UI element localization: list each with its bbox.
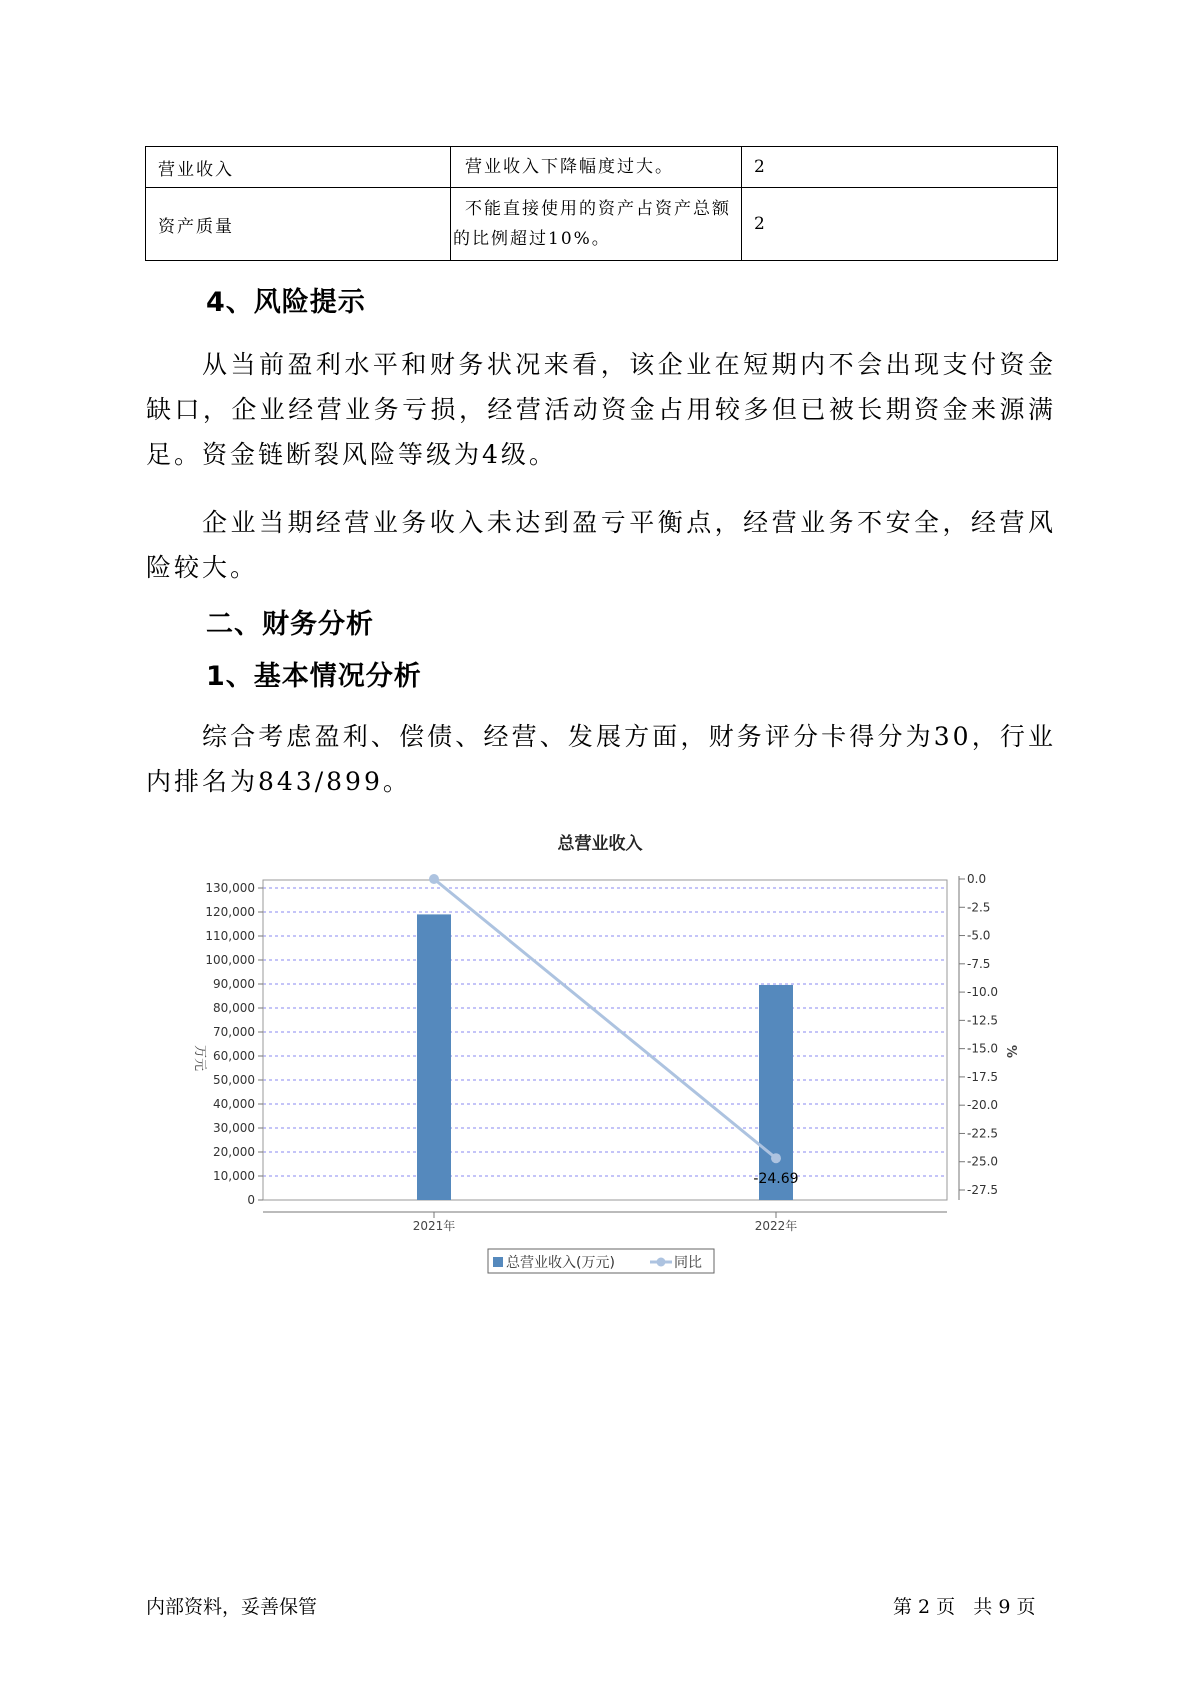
footer-page-number: 第 2 页 共 9 页 — [893, 1596, 1036, 1618]
y-right-tick-label: 0.0 — [967, 872, 987, 886]
y-tick-label: 60,000 — [213, 1049, 255, 1063]
y-right-tick-label: -7.5 — [967, 956, 991, 971]
y-tick-label: 50,000 — [213, 1073, 255, 1087]
y-tick-label: 40,000 — [213, 1097, 255, 1111]
y-tick-label: 90,000 — [213, 977, 255, 991]
revenue-chart — [160, 830, 1040, 1290]
revenue-bar — [417, 914, 451, 1200]
y-right-tick-label: -2.5 — [967, 900, 991, 915]
yoy-line — [434, 879, 776, 1158]
description-text: 营业收入下降幅度过大。 — [465, 157, 674, 177]
right-axis-label: % — [1003, 1045, 1018, 1059]
y-right-tick-label: -10.0 — [967, 985, 999, 1000]
y-tick-label: 70,000 — [213, 1025, 255, 1039]
table-row — [146, 147, 1058, 188]
y-tick-label: 0 — [247, 1193, 255, 1207]
y-tick-label: 100,000 — [205, 953, 255, 967]
yoy-point — [771, 1153, 781, 1163]
y-right-tick-label: -5.0 — [967, 928, 991, 943]
table-cell-item: 营业收入 — [146, 147, 451, 188]
table-cell-description — [451, 188, 742, 261]
y-tick-label: 130,000 — [205, 881, 255, 895]
x-tick-label: 2021年 — [412, 1219, 456, 1233]
y-right-tick-label: -20.0 — [967, 1098, 999, 1113]
bar-series — [417, 914, 793, 1200]
chart-legend — [488, 1249, 714, 1273]
y-tick-label: 10,000 — [213, 1169, 255, 1183]
left-axis-ticks — [205, 881, 263, 1207]
table-cell-description — [451, 147, 742, 188]
description-line-1: 不能直接使用的资产占资产总额 — [465, 199, 731, 219]
section-heading-finance: 二、财务分析 — [206, 609, 374, 640]
chart-title: 总营业收入 — [557, 834, 643, 854]
y-tick-label: 80,000 — [213, 1001, 255, 1015]
x-axis-ticks — [413, 1212, 798, 1233]
footer-confidential: 内部资料，妥善保管 — [146, 1596, 318, 1618]
revenue-bar — [759, 985, 793, 1200]
y-tick-label: 120,000 — [205, 905, 255, 919]
legend-label-revenue: 总营业收入(万元) — [506, 1255, 615, 1271]
yoy-point — [429, 874, 439, 884]
y-tick-label: 30,000 — [213, 1121, 255, 1135]
y-right-tick-label: -25.0 — [967, 1154, 999, 1169]
y-right-tick-label: -22.5 — [967, 1126, 999, 1141]
y-right-tick-label: -27.5 — [967, 1183, 999, 1197]
y-right-tick-label: -15.0 — [967, 1041, 999, 1056]
y-right-tick-label: -17.5 — [967, 1069, 999, 1084]
table-cell-score: 2 — [742, 147, 1058, 188]
right-axis-ticks — [959, 872, 998, 1200]
table-cell-item: 资产质量 — [146, 188, 451, 261]
description-line-2: 的比例超过10%。 — [453, 229, 611, 249]
table-row — [146, 188, 1058, 261]
legend-line-marker — [657, 1258, 666, 1267]
x-tick-label: 2022年 — [754, 1219, 798, 1233]
left-axis-label: 万元 — [192, 1045, 207, 1072]
table-cell-score: 2 — [742, 188, 1058, 261]
y-right-tick-label: -12.5 — [967, 1013, 999, 1028]
section-heading-risk: 4、风险提示 — [206, 287, 366, 318]
risk-indicator-table — [145, 146, 1058, 261]
legend-bar-swatch — [493, 1257, 503, 1267]
y-tick-label: 20,000 — [213, 1145, 255, 1159]
yoy-data-label: -24.69 — [753, 1171, 799, 1188]
risk-paragraph-2: 企业当期经营业务收入未达到盈亏平衡点，经营业务不安全，经营风险较大。 — [146, 508, 1056, 582]
legend-label-yoy: 同比 — [674, 1255, 702, 1271]
chart-gridlines — [263, 888, 947, 1176]
subsection-heading-basic: 1、基本情况分析 — [206, 661, 422, 692]
risk-paragraph-1: 从当前盈利水平和财务状况来看，该企业在短期内不会出现支付资金缺口，企业经营业务亏损，经营活动资金占用较多但已被长期资金来源满足。资金链断裂风险等级为4级。 — [146, 350, 1056, 469]
finance-paragraph: 综合考虑盈利、偿债、经营、发展方面，财务评分卡得分为30，行业内排名为843/899。 — [146, 722, 1056, 796]
yoy-line-series — [429, 874, 799, 1187]
y-tick-label: 110,000 — [205, 929, 255, 943]
